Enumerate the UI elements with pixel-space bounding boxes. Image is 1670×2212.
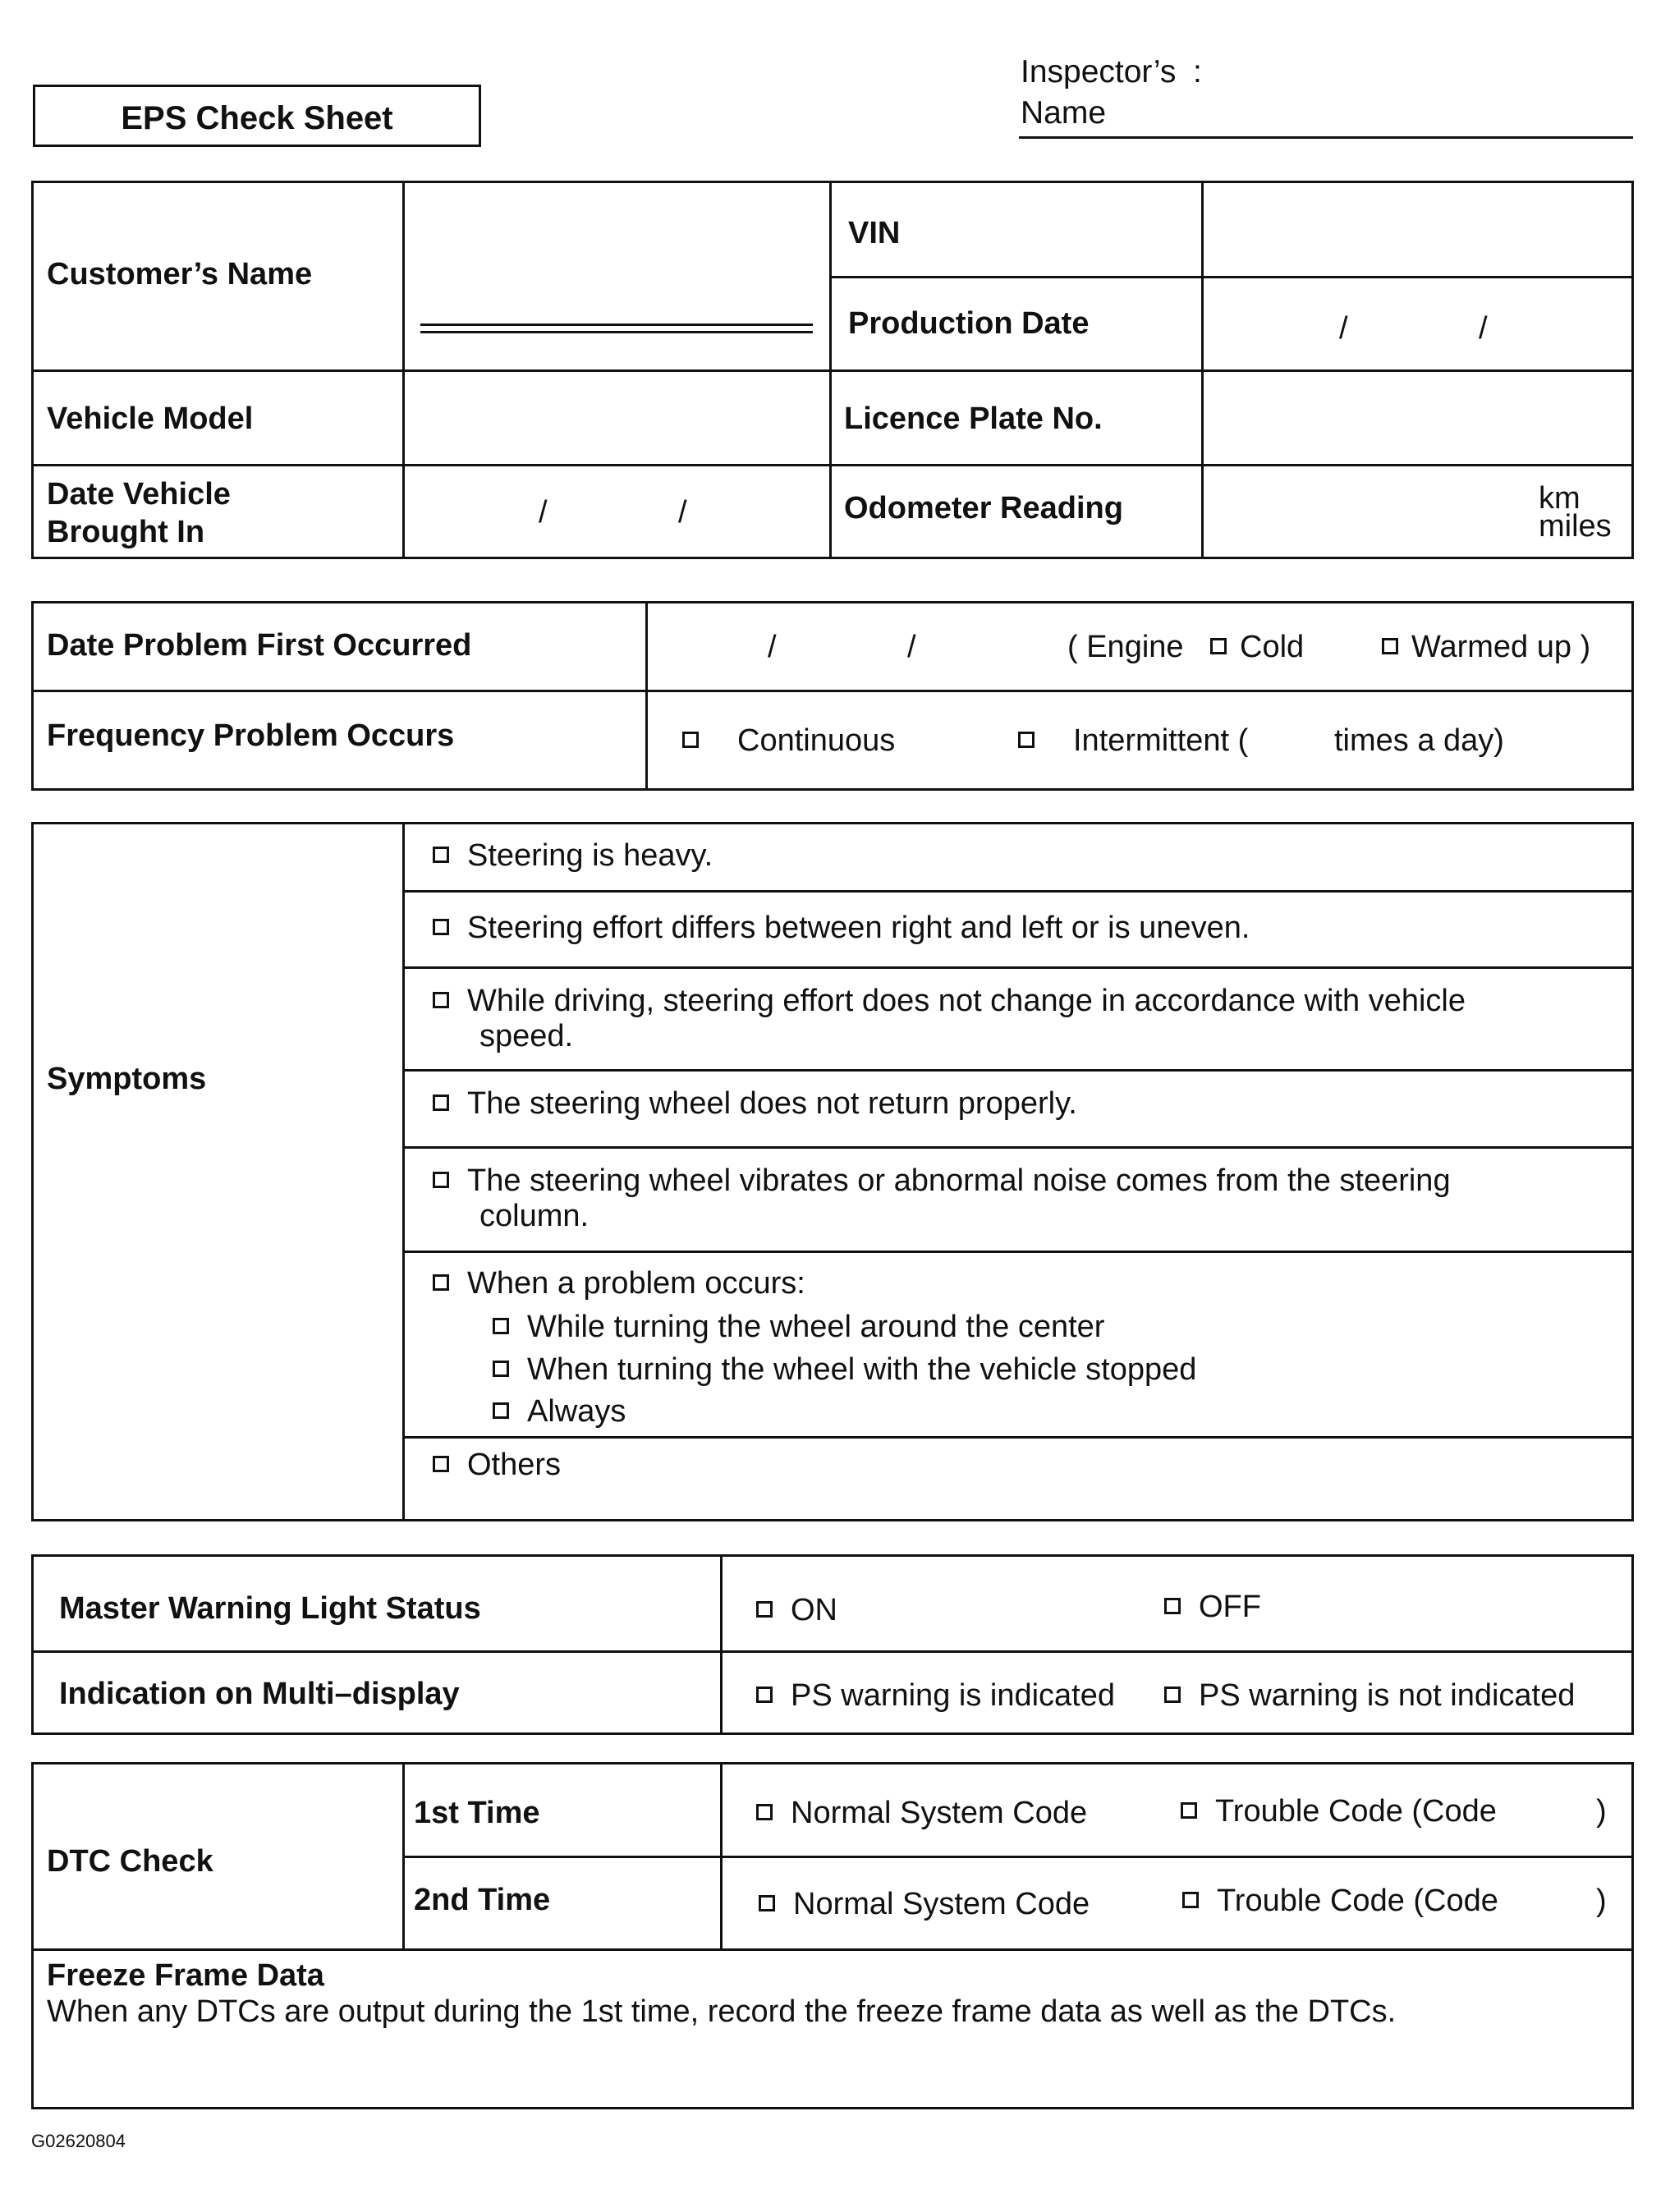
vehicle-model-label: Vehicle Model: [47, 402, 254, 436]
intermittent-option[interactable]: [1018, 723, 1248, 759]
slash: /: [539, 495, 548, 530]
checkbox[interactable]: [1164, 1687, 1181, 1703]
checkbox[interactable]: [756, 1601, 773, 1618]
checkbox[interactable]: [433, 1456, 449, 1472]
continuous-label: Continuous: [737, 723, 896, 758]
divider: [31, 1650, 1634, 1653]
second-time-label: 2nd Time: [414, 1883, 551, 1917]
symptom-speed-cont: speed.: [479, 1019, 574, 1053]
checkbox[interactable]: [433, 1172, 449, 1188]
trouble-code-label: Trouble Code (Code: [1215, 1794, 1497, 1829]
checkbox[interactable]: [759, 1895, 775, 1911]
symptom-when-center[interactable]: [493, 1309, 1104, 1345]
normal-code-label: Normal System Code: [791, 1796, 1088, 1830]
symptom-label: The steering wheel does not return properly.: [467, 1086, 1077, 1121]
divider: [402, 966, 1634, 969]
symptom-always[interactable]: [493, 1393, 626, 1430]
checkbox[interactable]: [1164, 1598, 1181, 1614]
checkbox[interactable]: [682, 732, 699, 748]
checkbox[interactable]: [1182, 1892, 1199, 1908]
inspector-name-line[interactable]: [1019, 136, 1633, 139]
intermittent-label: Intermittent (: [1073, 723, 1249, 758]
symptom-others[interactable]: [433, 1447, 561, 1483]
checkbox[interactable]: [1382, 638, 1398, 654]
ps-indicated-label: PS warning is indicated: [791, 1678, 1115, 1713]
checkbox[interactable]: [1181, 1802, 1197, 1819]
odometer-label: Odometer Reading: [844, 491, 1123, 525]
symptom-vibrates[interactable]: [433, 1163, 1451, 1199]
symptom-label: Others: [467, 1448, 562, 1482]
slash: /: [1339, 311, 1348, 346]
slash: /: [678, 495, 687, 530]
checkbox[interactable]: [1210, 638, 1227, 654]
first-trouble-option[interactable]: [1181, 1793, 1497, 1829]
checkbox[interactable]: [1018, 732, 1035, 748]
divider: [402, 1069, 1634, 1072]
divider: [402, 1146, 1634, 1149]
checkbox[interactable]: [756, 1687, 773, 1703]
customer-name-line[interactable]: [420, 324, 813, 326]
inspector-label-2: Name: [1021, 95, 1107, 131]
licence-plate-label: Licence Plate No.: [844, 402, 1103, 436]
symptom-heavy[interactable]: [433, 838, 713, 874]
multi-display-label: Indication on Multi–display: [59, 1677, 460, 1711]
checkbox[interactable]: [493, 1318, 509, 1334]
symptom-label: Always: [527, 1394, 626, 1429]
checkbox[interactable]: [433, 992, 449, 1008]
unit-km: km: [1539, 481, 1581, 516]
divider: [31, 1948, 1634, 1951]
slash: /: [1479, 311, 1488, 346]
divider: [829, 276, 1634, 278]
divider: [402, 1436, 1634, 1439]
symptom-speed[interactable]: [433, 983, 1466, 1019]
master-warning-label: Master Warning Light Status: [59, 1591, 481, 1626]
checkbox[interactable]: [493, 1361, 509, 1377]
ps-not-indicated-label: PS warning is not indicated: [1199, 1678, 1576, 1713]
continuous-option[interactable]: [682, 723, 895, 759]
off-option[interactable]: [1164, 1589, 1261, 1625]
off-label: OFF: [1199, 1590, 1261, 1624]
divider: [420, 331, 813, 333]
date-first-occurred-label: Date Problem First Occurred: [47, 628, 472, 663]
divider: [720, 1554, 723, 1735]
freeze-frame-title: Freeze Frame Data: [47, 1958, 324, 1993]
symptom-label: When a problem occurs:: [467, 1266, 805, 1301]
symptom-when[interactable]: [433, 1265, 805, 1301]
first-time-label: 1st Time: [414, 1796, 540, 1830]
ps-indicated-option[interactable]: [756, 1677, 1115, 1714]
cold-label: Cold: [1240, 630, 1305, 664]
symptom-label: Steering is heavy.: [467, 838, 713, 873]
normal-code-label: Normal System Code: [793, 1887, 1090, 1921]
slash: /: [768, 630, 777, 664]
production-date-label: Production Date: [848, 306, 1090, 341]
date-brought-in-label-1: Date Vehicle: [47, 477, 231, 512]
symptom-label: While driving, steering effort does not change in accordance with vehicle: [467, 984, 1466, 1018]
close-paren: ): [1596, 1884, 1607, 1918]
symptom-uneven[interactable]: [433, 910, 1250, 946]
close-paren: ): [1596, 1794, 1607, 1829]
symptoms-label: Symptoms: [47, 1062, 207, 1096]
ps-not-indicated-option[interactable]: [1164, 1677, 1575, 1714]
symptom-label: Steering effort differs between right and left or is uneven.: [467, 911, 1250, 945]
unit-miles: miles: [1539, 509, 1612, 544]
inspector-colon: :: [1193, 54, 1202, 89]
trouble-code-label: Trouble Code (Code: [1217, 1884, 1498, 1918]
customers-name-label: Customer’s Name: [47, 257, 313, 291]
checkbox[interactable]: [433, 1274, 449, 1291]
second-normal-option[interactable]: [759, 1886, 1090, 1922]
date-brought-in-label-2: Brought In: [47, 515, 205, 549]
symptom-label: The steering wheel vibrates or abnormal noise comes from the steering: [467, 1163, 1451, 1198]
divider: [645, 601, 648, 791]
symptom-label: When turning the wheel with the vehicle stopped: [527, 1352, 1197, 1387]
checkbox[interactable]: [433, 919, 449, 935]
figure-code: G02620804: [31, 2131, 126, 2151]
page-title: EPS Check Sheet: [121, 100, 393, 136]
divider: [402, 1251, 1634, 1253]
symptom-return[interactable]: [433, 1085, 1077, 1122]
divider: [402, 822, 405, 1521]
freeze-frame-text: When any DTCs are output during the 1st time, record the freeze frame data as well as the DTCs.: [47, 1994, 1397, 2029]
engine-label: ( Engine: [1067, 630, 1184, 664]
times-a-day-label: times a day): [1334, 723, 1504, 758]
warmed-up-label: Warmed up ): [1411, 630, 1591, 664]
symptom-label: While turning the wheel around the center: [527, 1310, 1105, 1344]
divider: [31, 369, 1634, 372]
warmed-up-option[interactable]: [1382, 629, 1590, 665]
dtc-check-label: DTC Check: [47, 1844, 213, 1879]
on-label: ON: [791, 1593, 837, 1627]
symptom-when-stopped[interactable]: [493, 1352, 1196, 1388]
symptom-vibrates-cont: column.: [479, 1199, 590, 1233]
on-option[interactable]: [756, 1592, 837, 1628]
divider: [402, 1856, 1634, 1858]
inspector-label-1: Inspector’s: [1021, 54, 1177, 89]
checkbox[interactable]: [756, 1804, 773, 1820]
vin-label: VIN: [848, 216, 901, 250]
slash: /: [907, 630, 916, 664]
divider: [31, 464, 1634, 466]
first-normal-option[interactable]: [756, 1795, 1087, 1831]
divider: [31, 690, 1634, 692]
checkbox[interactable]: [493, 1402, 509, 1419]
checkbox[interactable]: [433, 847, 449, 863]
title-box: [33, 85, 481, 147]
second-trouble-option[interactable]: [1182, 1883, 1498, 1919]
cold-option[interactable]: [1210, 629, 1304, 665]
frequency-label: Frequency Problem Occurs: [47, 718, 455, 753]
divider: [402, 890, 1634, 893]
checkbox[interactable]: [433, 1095, 449, 1111]
